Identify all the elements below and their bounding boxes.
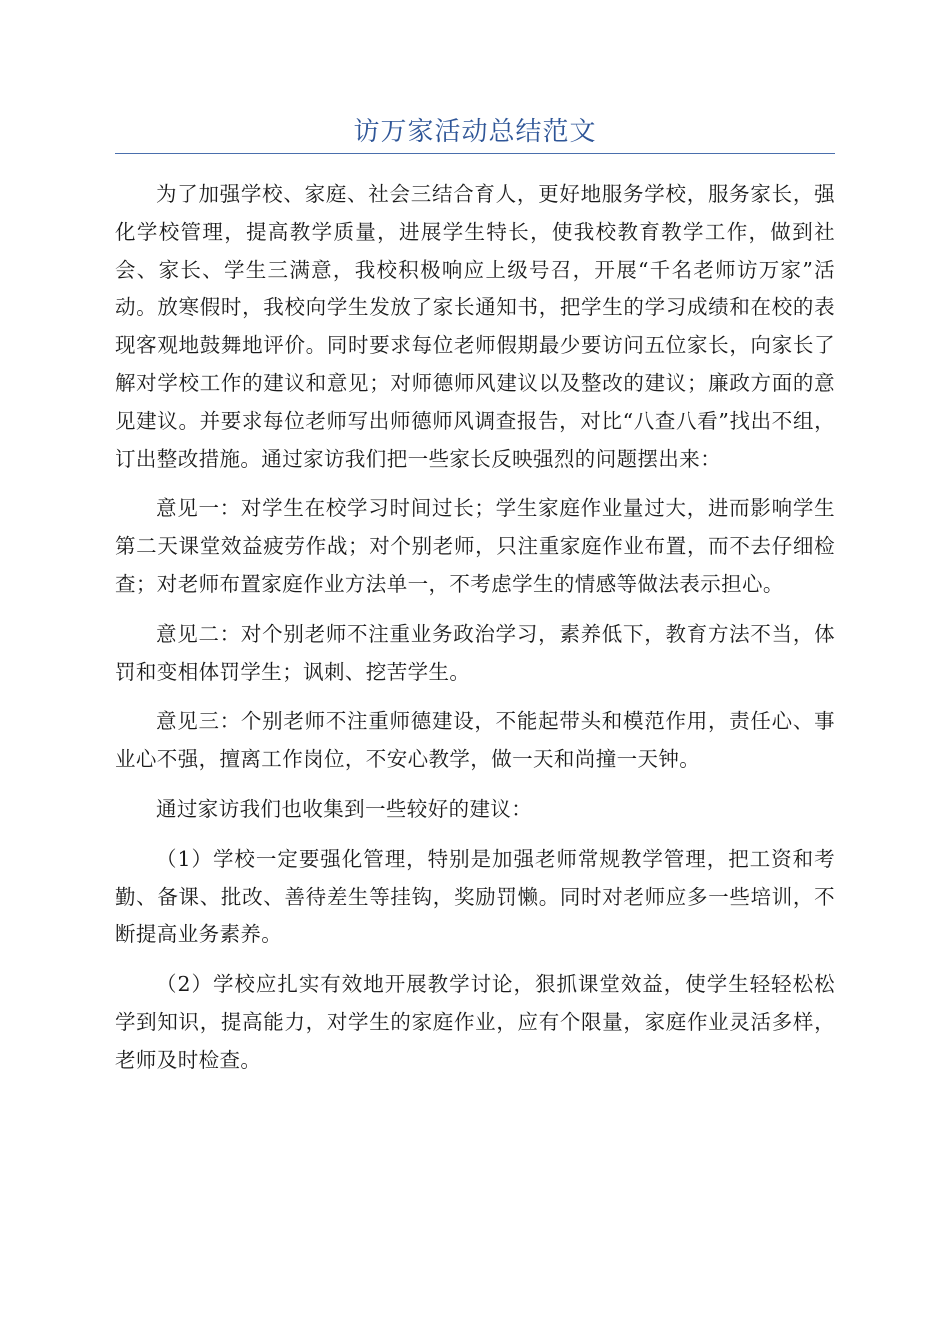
paragraph-intro: 为了加强学校、家庭、社会三结合育人，更好地服务学校，服务家长，强化学校管理，提高教学质量，进展学生特长，使我校教育教学工作，做到社会、家长、学生三满意，我校积极响应上级号召，开展“千名老师访万家”活动。放寒假时，我校向学生发放了家长通知书，把学生的学习成绩和在校的表现客观地鼓舞地评价。同时要求每位老师假期最少要访问五位家长，向家长了解对学校工作的建议和意见；对师德师风建议以及整改的建议；廉政方面的意见建议。并要求每位老师写出师德师风调查报告，对比“八查八看”找出不组，订出整改措施。通过家访我们把一些家长反映强烈的问题摆出来：: [115, 182, 835, 471]
paragraph-suggestion-1: （1）学校一定要强化管理，特别是加强老师常规教学管理，把工资和考勤、备课、批改、善待差生等挂钩，奖励罚懒。同时对老师应多一些培训，不断提高业务素养。: [115, 846, 835, 947]
paragraph-suggestions-intro: 通过家访我们也收集到一些较好的建议：: [156, 796, 533, 821]
paragraph-suggestion-2: （2）学校应扎实有效地开展教学讨论，狠抓课堂效益，使学生轻轻松松学到知识，提高能力，对学生的家庭作业，应有个限量，家庭作业灵活多样，老师及时检查。: [115, 972, 835, 1072]
paragraph-opinion-3: 意见三：个别老师不注重师德建设，不能起带头和模范作用，责任心、事业心不强，擅离工作岗位，不安心教学，做一天和尚撞一天钟。: [115, 709, 835, 772]
document-body: [115, 176, 835, 1092]
paragraph-opinion-2: 意见二：对个别老师不注重业务政治学习，素养低下，教育方法不当，体罚和变相体罚学生；讽刺、挖苦学生。: [115, 621, 835, 684]
paragraph-opinion-1: 意见一：对学生在校学习时间过长；学生家庭作业量过大，进而影响学生第二天课堂效益疲劳作战；对个别老师，只注重家庭作业布置，而不去仔细检查；对老师布置家庭作业方法单一，不考虑学生的情感等做法表示担心。: [115, 496, 835, 596]
document-title: 访万家活动总结范文: [353, 117, 597, 147]
title-underline: [115, 153, 835, 154]
